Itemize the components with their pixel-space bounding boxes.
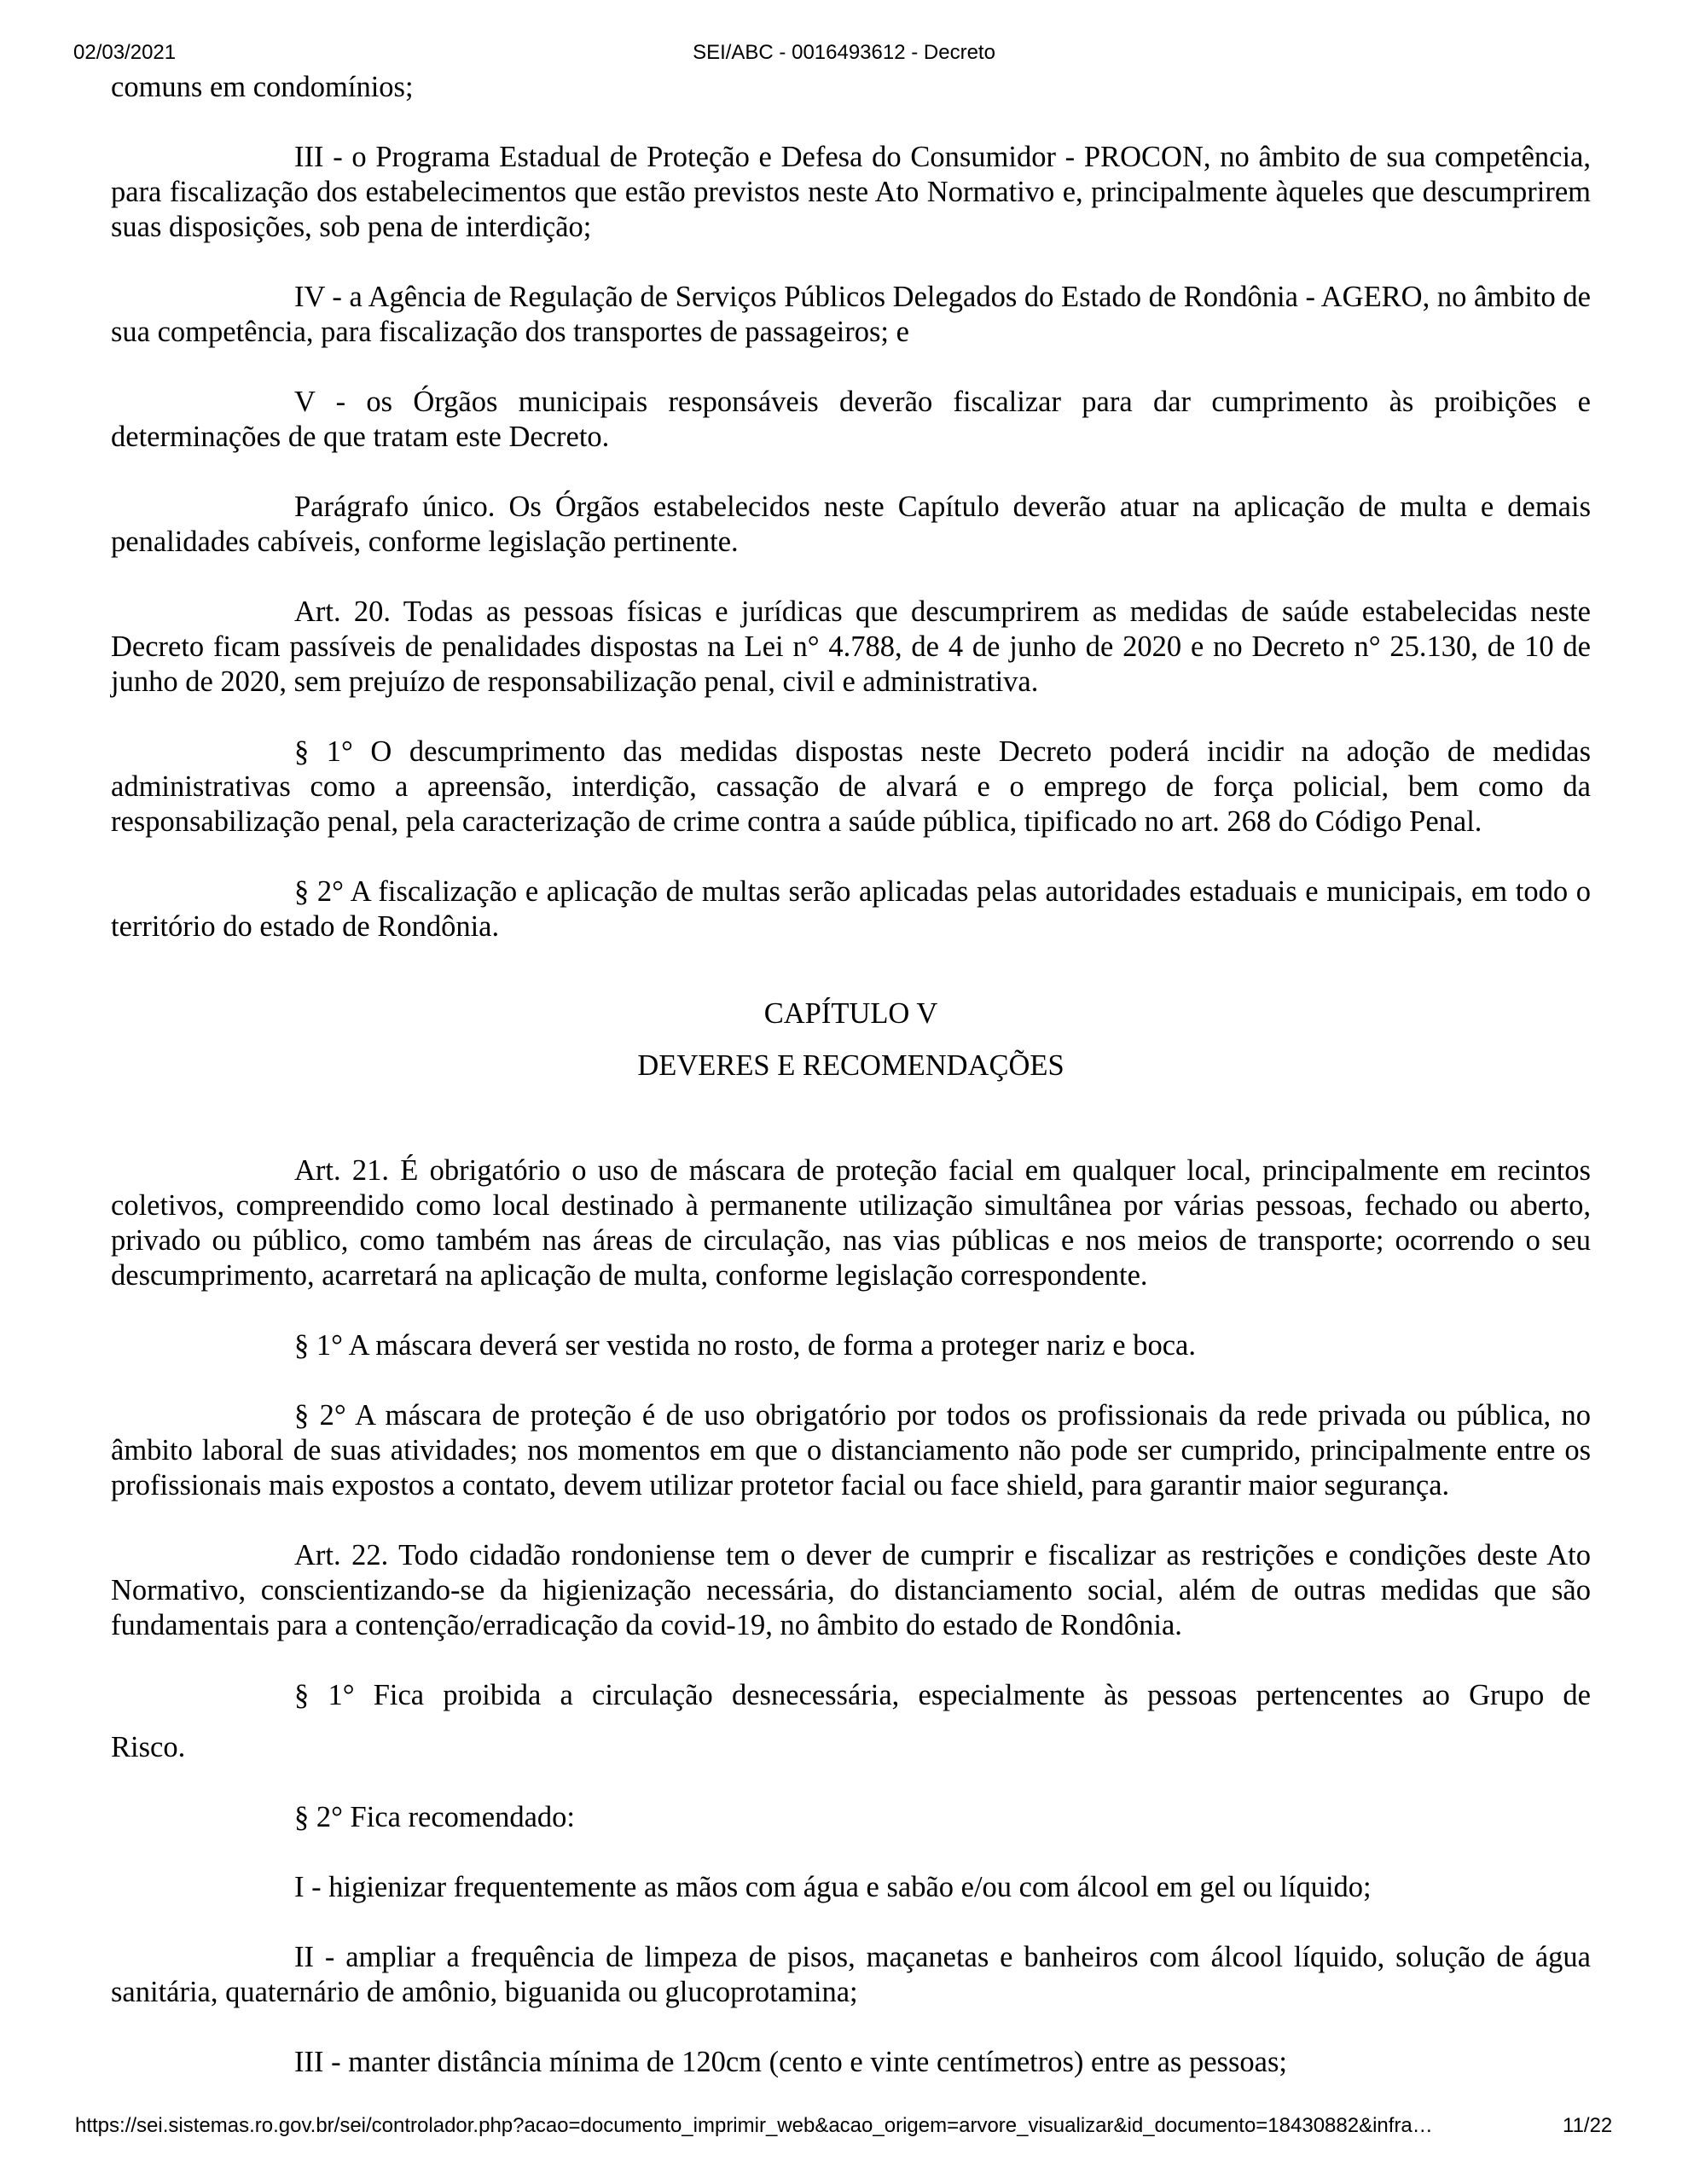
chapter-title: DEVERES E RECOMENDAÇÕES <box>637 1049 1064 1082</box>
article-21-paragraph-2: § 2° A máscara de proteção é de uso obrigatório por todos os profissionais da rede privada ou pública, no âmbito laboral de suas atividades; nos momentos em que o distanciamento não pode ser cumprido, principalmente entre os profissionais mais expostos a contato, devem utilizar protetor facial ou face shield, para garantir maior segurança. <box>111 1399 1591 1502</box>
article-20: Art. 20. Todas as pessoas físicas e jurídicas que descumprirem as medidas de saúde estabelecidas neste Decreto ficam passíveis de penalidades dispostas na Lei n° 4.788, de 4 de junho de 2020 e no Decreto n° 25.130, de 10 de junho de 2020, sem prejuízo de responsabilização penal, civil e administrativa. <box>111 595 1591 698</box>
spacer <box>111 560 1591 595</box>
spacer <box>111 1503 1591 1538</box>
chapter-number: CAPÍTULO V <box>763 997 938 1030</box>
spacer <box>111 1293 1591 1328</box>
spacer <box>111 105 1591 140</box>
spacer <box>111 839 1591 874</box>
article-22-paragraph-1: § 1° Fica proibida a circulação desnecessária, especialmente às pessoas pertencentes ao Grupo de <box>294 1679 1591 1711</box>
article-21-paragraph-1: § 1° A máscara deverá ser vestida no rosto, de forma a proteger nariz e boca. <box>294 1329 1196 1362</box>
article-20-paragraph-1: § 1° O descumprimento das medidas dispostas neste Decreto poderá incidir na adoção de medidas administrativas como a apreensão, interdição, cassação de alvará e o emprego de força policial, bem como da responsabilização penal, pela caracterização de crime contra a saúde pública, tipificado no art. 268 do Código Penal. <box>111 735 1591 838</box>
article-21: Art. 21. É obrigatório o uso de máscara de proteção facial em qualquer local, principalmente em recintos coletivos, compreendido como local destinado à permanente utilização simultânea por várias pessoas, fechado ou aberto, privado ou público, como também nas áreas de circulação, nas vias públicas e nos meios de transporte; ocorrendo o seu descumprimento, acarretará na aplicação de multa, conforme legislação correspondente. <box>111 1154 1591 1292</box>
spacer <box>111 1118 1591 1153</box>
spacer <box>111 979 1591 996</box>
spacer <box>111 1031 1591 1048</box>
document-url: https://sei.sistemas.ro.gov.br/sei/controlador.php?acao=documento_imprimir_web&acao_origem=arvore_visualizar&id_documento=18430882&infra… <box>75 2114 1433 2137</box>
recommendation-iii: III - manter distância mínima de 120cm (cento e vinte centímetros) entre as pessoas; <box>294 2046 1287 2078</box>
spacer <box>111 1765 1591 1800</box>
document-title: SEI/ABC - 0016493612 - Decreto <box>693 41 995 64</box>
spacer <box>111 944 1591 979</box>
clause-v-municipal: V - os Órgãos municipais responsáveis deverão fiscalizar para dar cumprimento às proibições e determinações de que tratam este Decreto. <box>111 386 1591 453</box>
article-22-paragraph-1-end: Risco. <box>111 1731 186 1763</box>
clause-iii-procon: III - o Programa Estadual de Proteção e Defesa do Consumidor - PROCON, no âmbito de sua competência, para fiscalização dos estabelecimentos que estão previstos neste Ato Normativo e, principalmente àqueles que descumprirem suas disposições, sob pena de interdição; <box>111 141 1591 243</box>
spacer <box>111 1363 1591 1398</box>
article-22-paragraph-2: § 2° Fica recomendado: <box>294 1801 575 1833</box>
spacer <box>111 700 1591 735</box>
clause-iv-agero: IV - a Agência de Regulação de Serviços Públicos Delegados do Estado de Rondônia - AGERO, no âmbito de sua competência, para fiscalização dos transportes de passageiros; e <box>111 281 1591 348</box>
recommendation-ii: II - ampliar a frequência de limpeza de pisos, maçanetas e banheiros com álcool líquido, solução de água sanitária, quaternário de amônio, biguanida ou glucoprotamina; <box>111 1941 1591 2008</box>
page-number: 11/22 <box>1563 2114 1613 2137</box>
spacer <box>111 455 1591 490</box>
spacer <box>111 1643 1591 1678</box>
spacer <box>111 2010 1591 2045</box>
recommendation-i: I - higienizar frequentemente as mãos com água e sabão e/ou com álcool em gel ou líquido; <box>294 1871 1372 1903</box>
spacer <box>111 350 1591 385</box>
article-22: Art. 22. Todo cidadão rondoniense tem o dever de cumprir e fiscalizar as restrições e condições deste Ato Normativo, conscientizando-se da higienização necessária, do distanciamento social, além de outras medidas que são fundamentais para a contenção/erradicação da covid-19, no âmbito do estado de Rondônia. <box>111 1539 1591 1641</box>
article-20-paragraph-2: § 2° A fiscalização e aplicação de multas serão aplicadas pelas autoridades estaduais e municipais, em todo o território do estado de Rondônia. <box>111 875 1591 943</box>
spacer <box>111 1713 1591 1730</box>
spacer <box>111 1905 1591 1940</box>
spacer <box>111 245 1591 280</box>
spacer <box>111 1083 1591 1118</box>
paragraph-continuation: comuns em condomínios; <box>111 71 414 103</box>
spacer <box>111 1835 1591 1870</box>
print-date: 02/03/2021 <box>73 41 177 64</box>
sole-paragraph: Parágrafo único. Os Órgãos estabelecidos neste Capítulo deverão atuar na aplicação de multa e demais penalidades cabíveis, conforme legislação pertinente. <box>111 491 1591 558</box>
document-body <box>111 70 1591 2080</box>
